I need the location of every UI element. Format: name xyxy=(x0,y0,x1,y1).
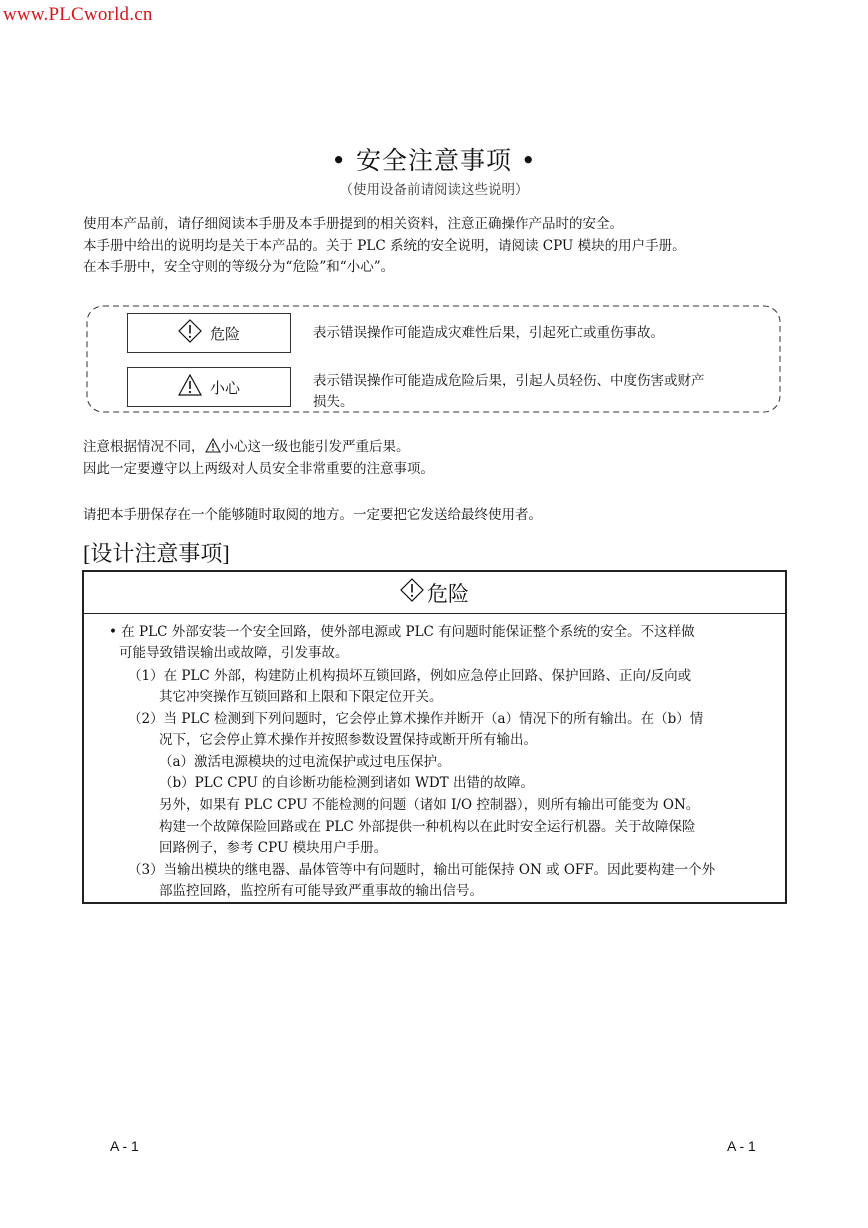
caution-desc-line-2: 损失。 xyxy=(313,394,354,410)
design-line-5: （2）当 PLC 检测到下列问题时，它会停止算术操作并断开（a）情况下的所有输出。在（b）情 xyxy=(128,711,704,727)
danger-header-label: 危险 xyxy=(427,581,469,606)
intro-line-3: 在本手册中，安全守则的等级分为“危险”和“小心”。 xyxy=(83,259,395,275)
danger-table-header xyxy=(84,572,785,614)
design-line-1: • 在 PLC 外部安装一个安全回路，使外部电源或 PLC 有问题时能保证整个系统的安全。不这样做 xyxy=(109,624,695,640)
note-line-2: 因此一定要遵守以上两级对人员安全非常重要的注意事项。 xyxy=(83,461,434,477)
danger-level-box xyxy=(127,313,291,353)
design-line-12: （3）当输出模块的继电器、晶体管等中有问题时，输出可能保持 ON 或 OFF。因此要构建一个外 xyxy=(128,862,716,878)
danger-warning-icon xyxy=(178,319,202,347)
watermark-link[interactable]: www.PLCworld.cn xyxy=(3,4,153,25)
design-section-heading: [设计注意事项] xyxy=(83,541,230,566)
design-line-7: （a）激活电源模块的过电流保护或过电压保护。 xyxy=(159,754,451,770)
caution-level-label: 小心 xyxy=(209,378,240,397)
danger-level-description: 表示错误操作可能造成灾难性后果，引起死亡或重伤事故。 xyxy=(313,325,664,341)
intro-line-1: 使用本产品前，请仔细阅读本手册及本手册提到的相关资料，注意正确操作产品时的安全。 xyxy=(83,216,623,232)
footer-page-right: A - 1 xyxy=(727,1138,756,1154)
design-line-3: （1）在 PLC 外部，构建防止机构损坏互锁回路，例如应急停止回路、保护回路、正向/反向或 xyxy=(128,668,692,684)
note-line-1 xyxy=(83,437,410,459)
note-line-1-post: 小心这一级也能引发严重后果。 xyxy=(220,439,410,455)
caution-level-description xyxy=(313,371,758,413)
caution-desc-line-1: 表示错误操作可能造成危险后果，引起人员轻伤、中度伤害或财产 xyxy=(313,373,705,389)
design-danger-table xyxy=(82,570,787,904)
caution-level-box xyxy=(127,367,291,407)
caution-inline-icon xyxy=(205,438,221,459)
design-line-10: 构建一个故障保险回路或在 PLC 外部提供一种机构以在此时安全运行机器。关于故障保险 xyxy=(159,819,696,835)
note-line-1-pre: 注意根据情况不同， xyxy=(83,439,205,455)
design-line-4: 其它冲突操作互锁回路和上限和下限定位开关。 xyxy=(159,689,443,705)
design-line-13: 部监控回路，监控所有可能导致严重事故的输出信号。 xyxy=(159,883,483,899)
design-line-8: （b）PLC CPU 的自诊断功能检测到诸如 WDT 出错的故障。 xyxy=(159,775,534,791)
note-line-3: 请把本手册保存在一个能够随时取阅的地方。一定要把它发送给最终使用者。 xyxy=(83,507,542,523)
danger-header-icon xyxy=(400,578,424,607)
caution-warning-icon xyxy=(178,374,202,400)
design-line-2: 可能导致错误输出或故障，引发事故。 xyxy=(119,645,349,661)
intro-line-2: 本手册中给出的说明均是关于本产品的。关于 PLC 系统的安全说明，请阅读 CPU 模块的用户手册。 xyxy=(83,238,686,254)
design-line-11: 回路例子，参考 CPU 模块用户手册。 xyxy=(159,840,388,856)
danger-level-label: 危险 xyxy=(209,324,240,343)
footer-page-left: A - 1 xyxy=(110,1138,139,1154)
page-title: • 安全注意事项 • xyxy=(331,146,537,175)
design-line-6: 况下，它会停止算术操作并按照参数设置保持或断开所有输出。 xyxy=(159,732,537,748)
page-subtitle: （使用设备前请阅读这些说明） xyxy=(339,182,529,198)
design-line-9: 另外，如果有 PLC CPU 不能检测的问题（诸如 I/O 控制器），则所有输出可能变为 ON。 xyxy=(159,797,700,813)
